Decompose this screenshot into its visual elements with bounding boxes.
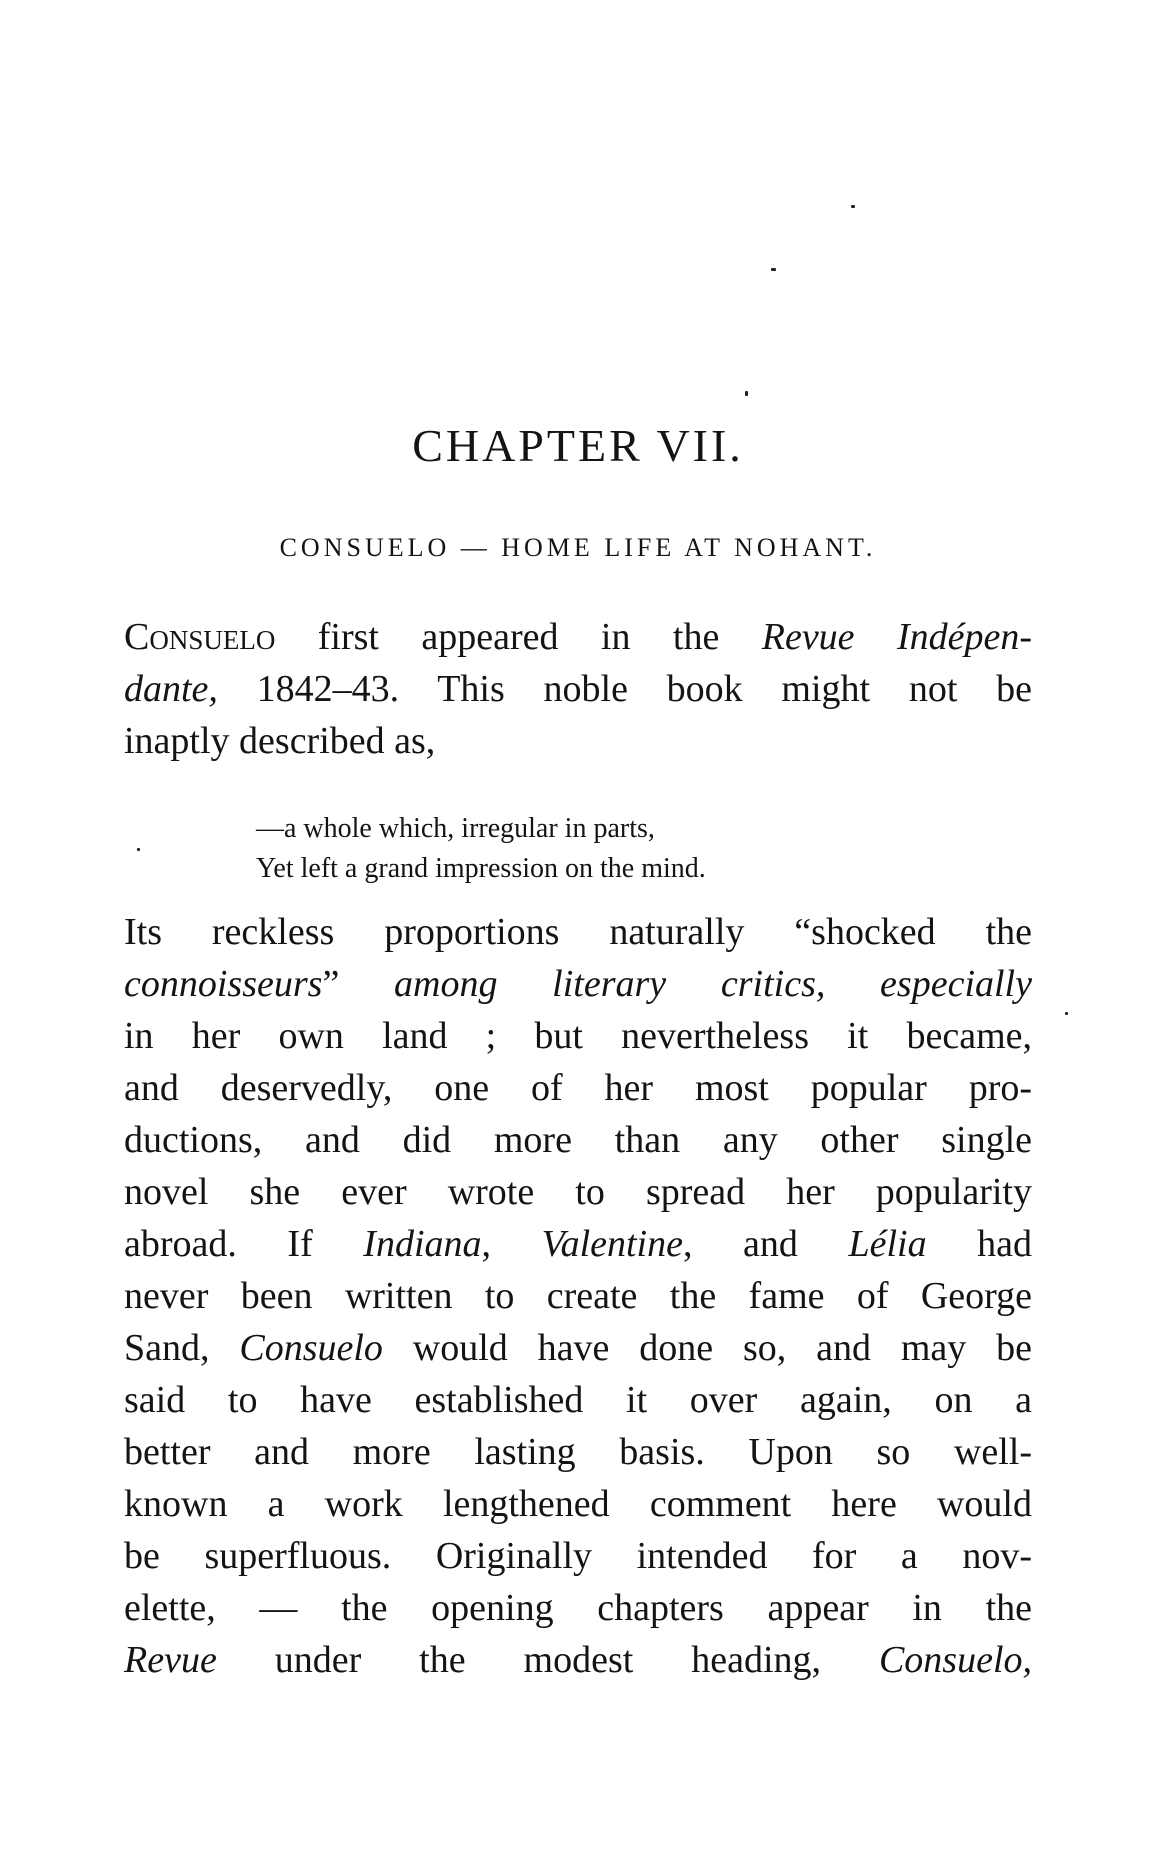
text-line: dante, 1842–43. This noble book might not be [124,668,1032,710]
lead-word: Consuelo [124,616,276,658]
text-line: inaptly described as, [124,720,436,762]
text-line: said to have established it over again, on a [124,1379,1032,1421]
quote-line: Yet left a grand impression on the mind. [256,853,706,884]
text-line: known a work lengthened comment here would [124,1483,1032,1525]
text-line: connoisseurs” among literary critics, especially [124,963,1032,1005]
quote-line: —a whole which, irregular in parts, [256,813,655,844]
text-line: elette, — the opening chapters appear in the [124,1587,1032,1629]
chapter-subtitle: CONSUELO — HOME LIFE AT NOHANT. [279,533,877,562]
text-line: Its reckless proportions naturally “shocked the [124,911,1032,953]
print-speck [851,205,855,208]
print-speck [745,391,748,396]
print-speck [137,848,140,851]
text-line: be superfluous. Originally intended for a nov- [124,1535,1032,1577]
text-line: novel she ever wrote to spread her popularity [124,1171,1032,1213]
verse-quotation [256,809,706,889]
print-speck [1065,1012,1068,1015]
paragraph-2 [124,906,1032,1686]
text-line: Revue under the modest heading, Consuelo, [124,1639,1032,1681]
paragraph-1 [124,611,1032,767]
text-line: Sand, Consuelo would have done so, and may be [124,1327,1033,1369]
text-line: better and more lasting basis. Upon so well- [124,1431,1032,1473]
text-line: abroad. If Indiana, Valentine, and Lélia had [124,1223,1032,1265]
text-line: Consuelo first appeared in the Revue Indépen- [124,616,1032,658]
journal-title: Revue Indépen- [761,616,1032,658]
print-speck [771,268,776,271]
text-line: and deservedly, one of her most popular pro- [124,1067,1032,1109]
chapter-title: CHAPTER VII. [412,420,744,471]
text-line: ductions, and did more than any other single [124,1119,1032,1161]
text-line: in her own land ; but nevertheless it became, [124,1015,1032,1057]
text-line: never been written to create the fame of George [124,1275,1032,1317]
